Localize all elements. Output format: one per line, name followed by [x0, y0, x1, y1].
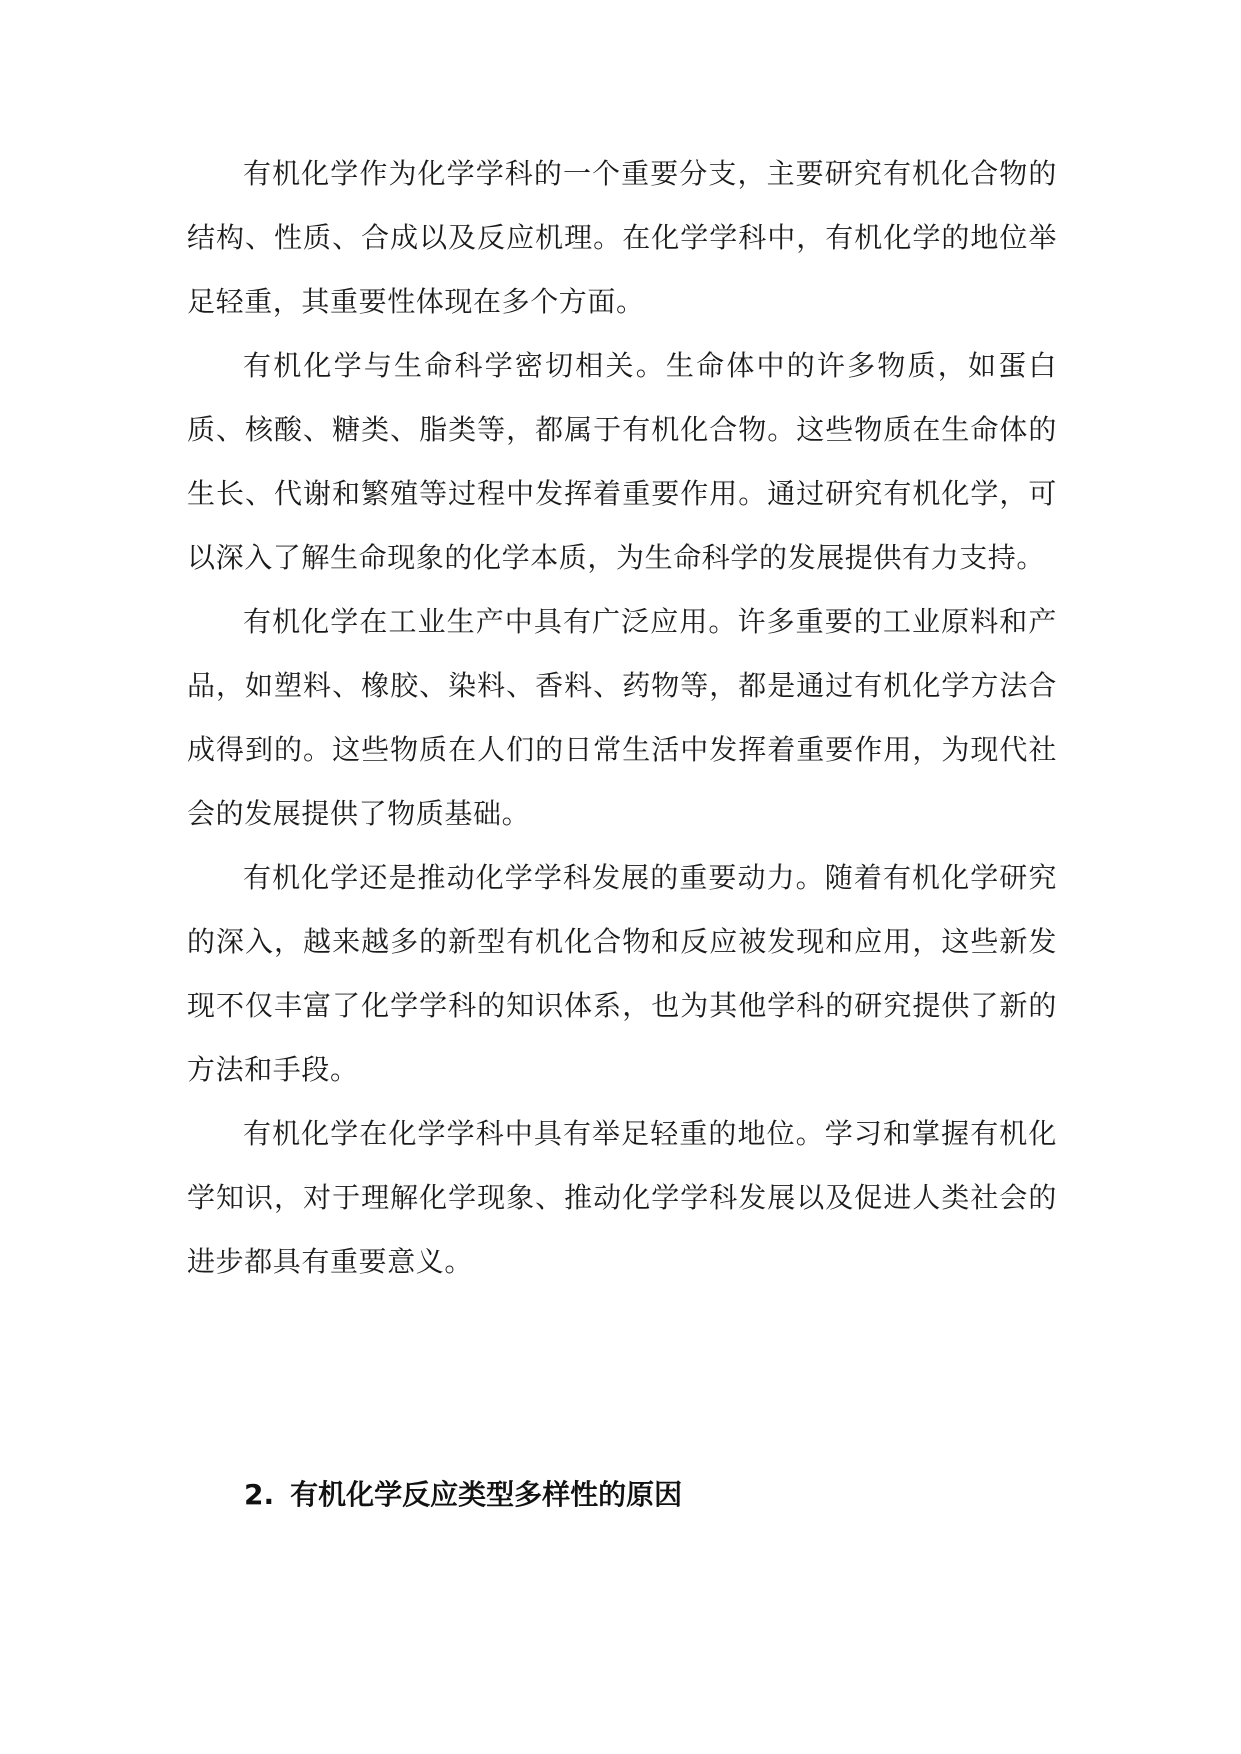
paragraph-2: 有机化学与生命科学密切相关。生命体中的许多物质，如蛋白质、核酸、糖类、脂类等，都属于有机化合物。这些物质在生命体的生长、代谢和繁殖等过程中发挥着重要作用。通过研究有机化学，可以深入了解生命现象的化学本质，为生命科学的发展提供有力支持。: [187, 349, 1057, 574]
section-title: 有机化学反应类型多样性的原因: [290, 1478, 683, 1511]
section-heading: [244, 1475, 682, 1515]
paragraph-5: 有机化学在化学学科中具有举足轻重的地位。学习和掌握有机化学知识，对于理解化学现象、推动化学学科发展以及促进人类社会的进步都具有重要意义。: [187, 1117, 1057, 1278]
document-body: [187, 142, 1057, 1294]
paragraph-1: 有机化学作为化学学科的一个重要分支，主要研究有机化合物的结构、性质、合成以及反应机理。在化学学科中，有机化学的地位举足轻重，其重要性体现在多个方面。: [187, 157, 1057, 318]
paragraph-4: 有机化学还是推动化学学科发展的重要动力。随着有机化学研究的深入，越来越多的新型有机化合物和反应被发现和应用，这些新发现不仅丰富了化学学科的知识体系，也为其他学科的研究提供了新的方法和手段。: [187, 861, 1057, 1086]
section-number: 2.: [244, 1478, 275, 1511]
paragraph-3: 有机化学在工业生产中具有广泛应用。许多重要的工业原料和产品，如塑料、橡胶、染料、香料、药物等，都是通过有机化学方法合成得到的。这些物质在人们的日常生活中发挥着重要作用，为现代社会的发展提供了物质基础。: [187, 605, 1057, 830]
